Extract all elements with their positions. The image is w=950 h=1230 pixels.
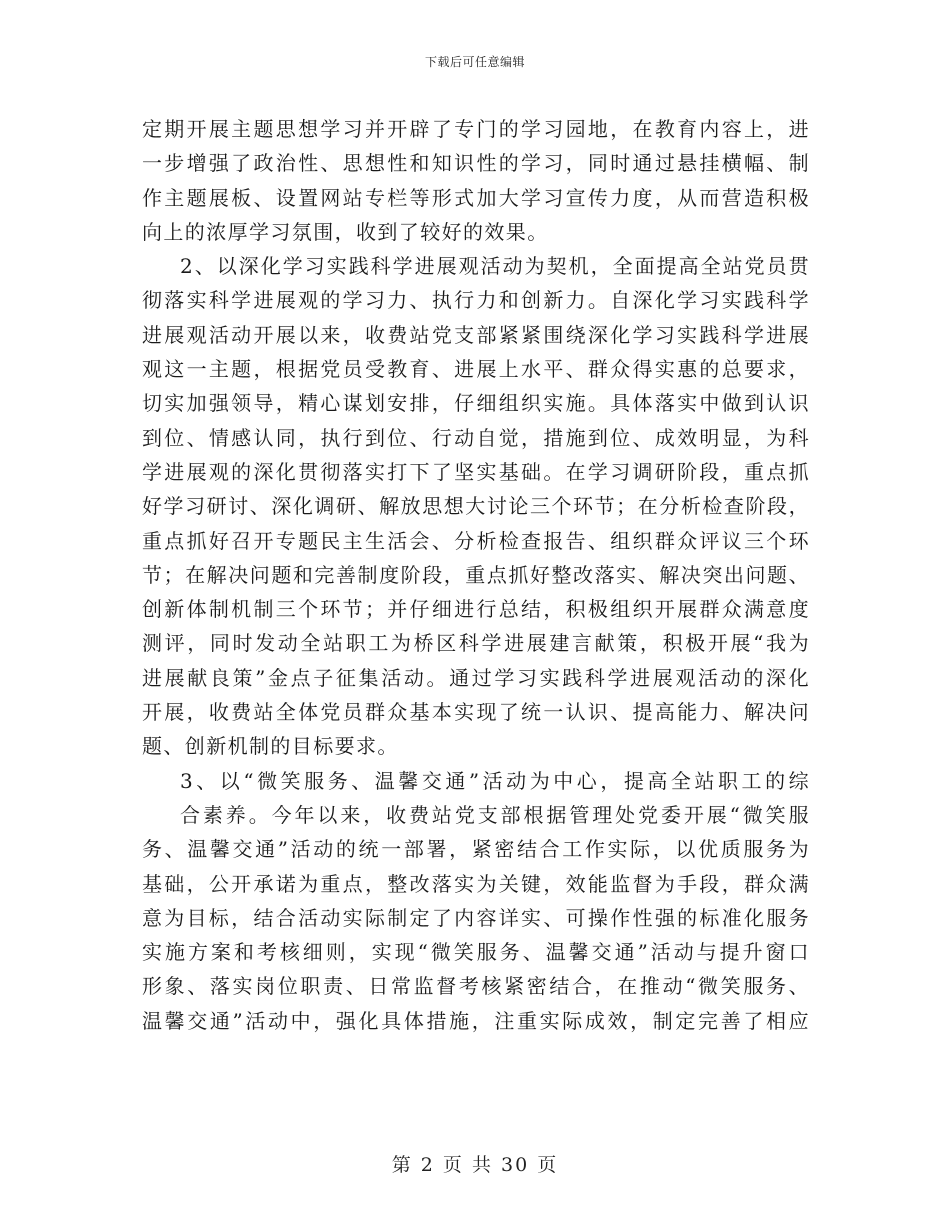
text-line: 基础，公开承诺为重点，整改落实为关键，效能监督为手段，群众满 [142, 871, 810, 896]
text-line: 测评，同时发动全站职工为桥区科学进展建言献策，积极开展“我为 [142, 631, 810, 656]
header-note: 下载后可任意编辑 [424, 55, 525, 69]
text-line: 向上的浓厚学习氛围，收到了较好的效果。 [142, 219, 549, 244]
text-line: 意为目标，结合活动实际制定了内容详实、可操作性强的标准化服务 [142, 905, 810, 930]
text-line: 进展观活动开展以来，收费站党支部紧紧围绕深化学习实践科学进展 [142, 322, 810, 347]
text-line: 观这一主题，根据党员受教育、进展上水平、群众得实惠的总要求， [142, 357, 810, 382]
text-line: 好学习研讨、深化调研、解放思想大讨论三个环节；在分析检查阶段， [142, 494, 810, 519]
text-line: 到位、情感认同，执行到位、行动自觉，措施到位、成效明显，为科 [142, 425, 810, 450]
text-line: 切实加强领导，精心谋划安排，仔细组织实施。具体落实中做到认识 [142, 391, 810, 416]
text-line: 务、温馨交通”活动的统一部署，紧密结合工作实际，以优质服务为 [142, 837, 810, 862]
text-line: 彻落实科学进展观的学习力、执行力和创新力。自深化学习实践科学 [142, 288, 810, 313]
body-text [142, 112, 810, 1038]
page-number-footer: 第 2 页 共 30 页 [391, 1154, 559, 1176]
text-line: 创新体制机制三个环节；并仔细进行总结，积极组织开展群众满意度 [142, 597, 810, 622]
text-line: 作主题展板、设置网站专栏等形式加大学习宣传力度，从而营造积极 [142, 185, 810, 210]
text-line: 实施方案和考核细则，实现“微笑服务、温馨交通”活动与提升窗口 [142, 940, 810, 965]
paragraph-heading-3: 3、以“微笑服务、温馨交通”活动为中心，提高全站职工的综 [180, 768, 810, 793]
text-line: 节；在解决问题和完善制度阶段，重点抓好整改落实、解决突出问题、 [142, 562, 810, 587]
text-line: 温馨交通”活动中，强化具体措施，注重实际成效，制定完善了相应 [142, 1008, 810, 1033]
text-line: 开展，收费站全体党员群众基本实现了统一认识、提高能力、解决问 [142, 700, 810, 725]
text-line: 进展献良策”金点子征集活动。通过学习实践科学进展观活动的深化 [142, 665, 810, 690]
text-line: 学进展观的深化贯彻落实打下了坚实基础。在学习调研阶段，重点抓 [142, 459, 810, 484]
text-line: 合素养。今年以来，收费站党支部根据管理处党委开展“微笑服 [180, 802, 810, 827]
paragraph-heading-2: 2、以深化学习实践科学进展观活动为契机，全面提高全站党员贯 [180, 254, 810, 279]
text-line: 重点抓好召开专题民主生活会、分析检查报告、组织群众评议三个环 [142, 528, 810, 553]
text-line: 定期开展主题思想学习并开辟了专门的学习园地，在教育内容上，进 [142, 117, 810, 141]
text-line: 题、创新机制的目标要求。 [142, 734, 399, 759]
text-line: 一步增强了政治性、思想性和知识性的学习，同时通过悬挂横幅、制 [142, 151, 810, 176]
text-line: 形象、落实岗位职责、日常监督考核紧密结合，在推动“微笑服务、 [142, 974, 810, 999]
